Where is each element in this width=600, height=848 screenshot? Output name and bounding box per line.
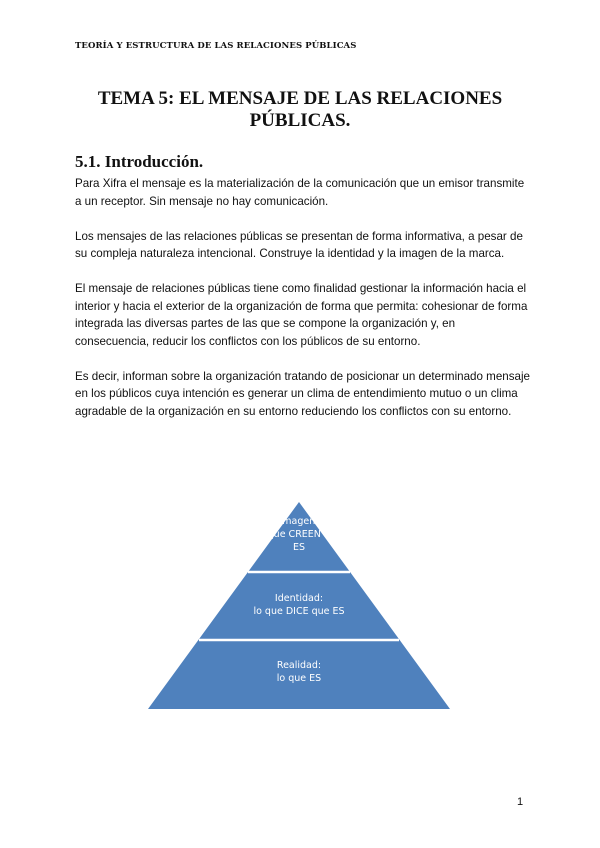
paragraph: Los mensajes de las relaciones públicas se presentan de forma informativa, a pesar de su compleja naturaleza intencional. Construye la identidad y la imagen de la marca. <box>75 229 523 260</box>
tier-text: lo que DICE que ES <box>253 606 345 617</box>
tier-text: lo que ES <box>276 673 322 684</box>
page-title <box>80 88 520 132</box>
pyramid-tier-identidad <box>199 592 399 618</box>
section-heading: 5.1. Introducción. <box>75 152 204 171</box>
tier-text: lo que CREEN que ES <box>256 529 342 553</box>
paragraph: Es decir, informan sobre la organización tratando de posicionar un determinado mensaje en los públicos cuya intención es generar un clima de entendimiento mutuo o un clima agradable de la organización en su entorno reduciendo los conflictos con su entorno. <box>75 369 530 418</box>
page-title-line-2: PÚBLICAS. <box>249 110 351 131</box>
pyramid-tier-realidad <box>199 659 399 685</box>
paragraph: Para Xifra el mensaje es la materialización de la comunicación que un emisor transmite a un receptor. Sin mensaje no hay comunicación. <box>75 177 525 208</box>
page-title-line-1: TEMA 5: EL MENSAJE DE LAS RELACIONES <box>97 88 503 109</box>
running-header: TEORÍA Y ESTRUCTURA DE LAS RELACIONES PÚBLICAS <box>75 41 357 51</box>
pyramid-tier-imagen <box>249 515 349 554</box>
paragraph: El mensaje de relaciones públicas tiene como finalidad gestionar la información hacia el interior y hacia el exterior de la organización de forma que permita: cohesionar de forma integrada las diversas partes de las que se compone la organización y, en consecuencia, reducir los conflictos con los públicos de su entorno. <box>75 282 528 348</box>
page-number: 1 <box>517 796 524 808</box>
tier-title: Realidad: <box>276 660 322 671</box>
pyramid-diagram <box>148 502 450 709</box>
tier-title: Imagen: <box>279 516 319 527</box>
tier-title: Identidad: <box>274 593 324 604</box>
body-text <box>75 175 530 438</box>
